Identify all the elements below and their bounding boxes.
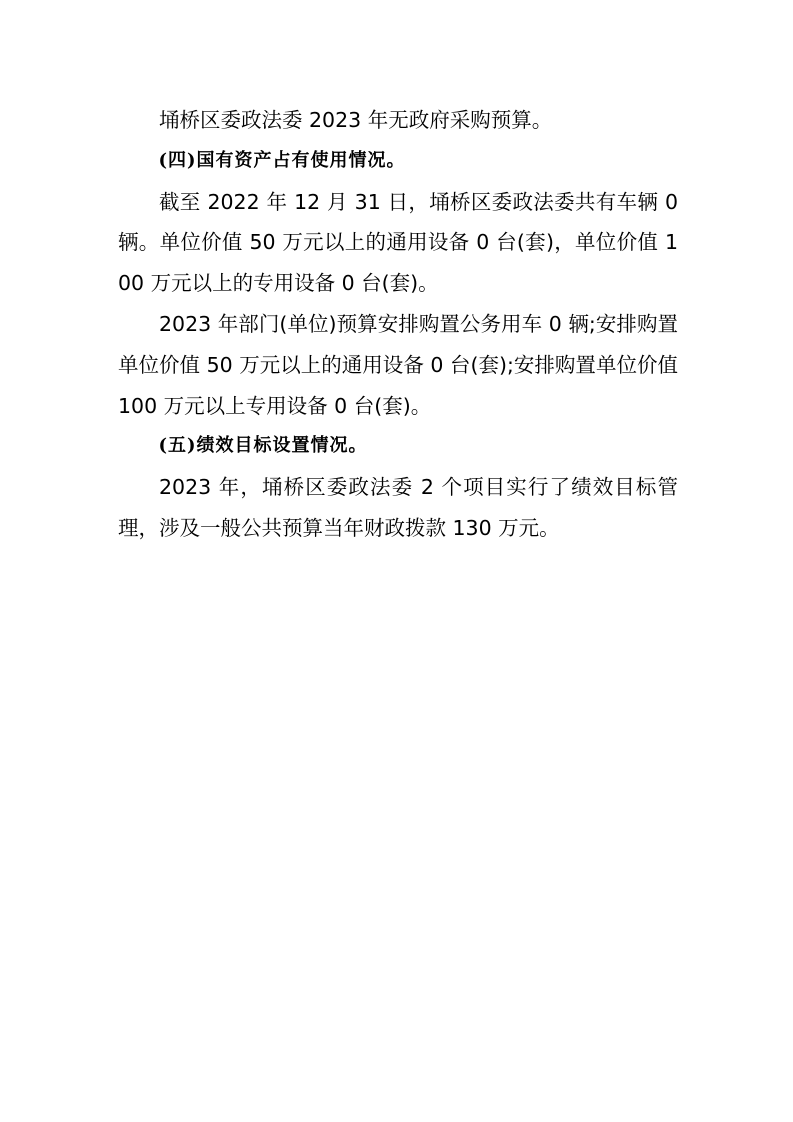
document-page xyxy=(118,100,678,549)
paragraph-assets-budget: 2023 年部门(单位)预算安排购置公务用车 0 辆;安排购置单位价值 50 万元以上的通用设备 0 台(套);安排购置单位价值 100 万元以上专用设备 0 台(套)。 xyxy=(118,311,678,418)
paragraph-assets-status: 截至 2022 年 12 月 31 日，埇桥区委政法委共有车辆 0 辆。单位价值 50 万元以上的通用设备 0 台(套)，单位价值 100 万元以上的专用设备 0 台(套)。 xyxy=(118,189,678,296)
section-heading-performance: (五)绩效目标设置情况。 xyxy=(158,435,368,457)
section-heading-assets: (四)国有资产占有使用情况。 xyxy=(158,149,406,171)
paragraph-performance: 2023 年，埇桥区委政法委 2 个项目实行了绩效目标管理，涉及一般公共预算当年财政拨款 130 万元。 xyxy=(118,475,678,540)
paragraph-procurement: 埇桥区委政法委 2023 年无政府采购预算。 xyxy=(159,108,553,132)
